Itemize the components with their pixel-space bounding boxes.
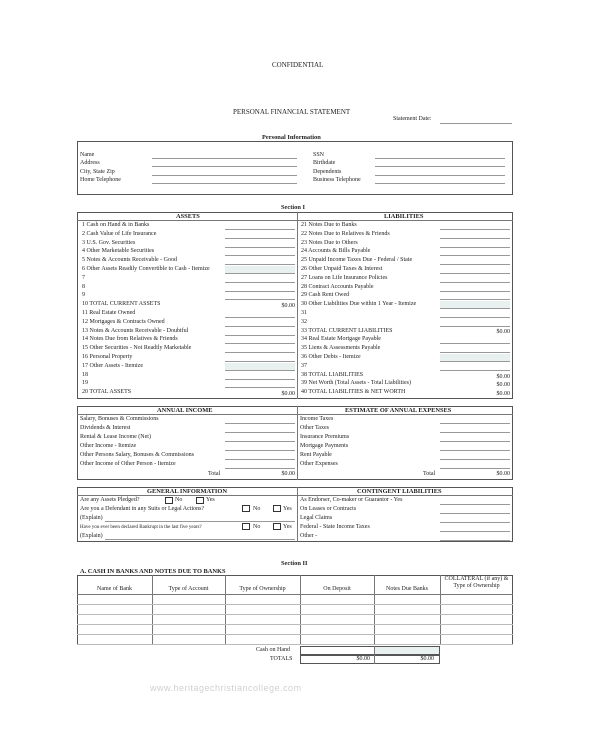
personal-right-field[interactable] [375, 175, 505, 176]
assets-pledged-no-checkbox[interactable] [165, 497, 173, 504]
bank-table-header: Name of Bank [97, 586, 132, 592]
contingent-row-label: As Endorser, Co-maker or Guarantor - Yes [300, 497, 403, 503]
income-amount-field[interactable] [225, 432, 295, 433]
expense-row-label: Other Taxes [300, 425, 329, 431]
net-worth-value: $0.00 [496, 382, 510, 388]
personal-right-field[interactable] [375, 166, 505, 167]
liability-amount-field[interactable] [440, 229, 510, 230]
liability-shaded-field[interactable] [440, 354, 510, 361]
bankrupt-yes-checkbox[interactable] [273, 523, 281, 530]
defendant-yes-label: Yes [283, 506, 292, 512]
liability-row-label: 34 Real Estate Mortgage Payable [301, 336, 381, 343]
bankrupt-question: Have you ever been declared Bankrupt in the last five years? [80, 525, 202, 530]
bank-table-row[interactable] [77, 644, 513, 645]
liability-row-label: 26 Other Unpaid Taxes & Interest [301, 266, 383, 272]
contingent-row-label: Federal - State Income Taxes [300, 524, 370, 530]
income-total-value: $0.00 [281, 471, 295, 477]
personal-right-field[interactable] [375, 158, 505, 159]
asset-row-label: 3 U.S. Gov. Securities [82, 239, 136, 246]
assets-title: ASSETS [176, 213, 200, 220]
section1-title: Section I [281, 204, 305, 211]
defendant-no-label: No [253, 506, 261, 512]
liability-row-label: 35 Liens & Assessments Payable [301, 345, 381, 352]
asset-row-label: 16 Personal Property [82, 354, 133, 360]
liability-amount-field[interactable] [440, 326, 510, 327]
bank-table-header: Type of Ownership [239, 586, 286, 592]
total-current-assets-value: $0.00 [281, 303, 295, 309]
liability-amount-field[interactable] [440, 308, 510, 309]
liability-row-label: 21 Notes Due to Banks [301, 222, 357, 228]
personal-info-title: Personal Information [262, 134, 321, 141]
defendant-explain-field[interactable] [105, 521, 295, 522]
asset-amount-field[interactable] [225, 335, 295, 336]
asset-row-label: 8 [82, 283, 85, 290]
defendant-question: Are you a Defendant in any Suits or Legal Actions? [80, 506, 205, 512]
contingent-row-label: On Leases or Contracts [300, 506, 357, 512]
asset-amount-field[interactable] [225, 291, 295, 292]
liability-amount-field[interactable] [440, 291, 510, 292]
asset-amount-field[interactable] [225, 282, 295, 283]
income-row-label: Other Income of Other Person - Itemize [80, 461, 176, 467]
liability-row-label: 31 [301, 310, 307, 316]
section2-title: Section II [281, 560, 308, 567]
liability-row-label: 30 Other Liabilities Due within 1 Year - Itemize [301, 301, 417, 308]
asset-shaded-field[interactable] [225, 363, 295, 370]
bank-table-header: Type of Account [168, 586, 209, 592]
income-amount-field[interactable] [225, 468, 295, 469]
liability-row-label: 39 Net Worth (Total Assets - Total Liabilities) [301, 380, 411, 387]
asset-shaded-field[interactable] [225, 266, 295, 273]
footer-watermark: www.heritagechristiancollege.com [150, 683, 302, 693]
liability-amount-field[interactable] [440, 343, 510, 344]
liability-amount-field[interactable] [440, 255, 510, 256]
cash-on-hand-label: Cash on Hand [256, 647, 290, 653]
liability-row-label: 29 Cash Rent Owed [301, 292, 350, 299]
liability-row-label: 33 TOTAL CURRENT LIABILITIES [301, 327, 393, 334]
asset-amount-field[interactable] [225, 387, 295, 388]
contingent-amount-field[interactable] [440, 531, 510, 532]
defendant-no-checkbox[interactable] [242, 505, 250, 512]
liability-row-label: 22 Notes Due to Relatives & Friends [301, 230, 390, 237]
general-info-title: GENERAL INFORMATION [147, 488, 227, 495]
bank-table-header: On Deposit [323, 586, 351, 592]
asset-amount-field[interactable] [225, 317, 295, 318]
contingent-amount-field[interactable] [440, 540, 510, 541]
expense-amount-field[interactable] [440, 450, 510, 451]
contingent-amount-field[interactable] [440, 522, 510, 523]
asset-row-label: 5 Notes & Accounts Receivable - Good [82, 257, 177, 264]
bankrupt-explain-field[interactable] [105, 539, 295, 540]
liability-row-label: 25 Unpaid Income Taxes Due - Federal / State [301, 257, 413, 264]
expense-row-label: Income Taxes [300, 416, 334, 422]
bank-table-row[interactable] [77, 604, 513, 605]
personal-left-field[interactable] [152, 175, 297, 176]
contingent-row-label: Legal Claims [300, 515, 333, 521]
expense-amount-field[interactable] [440, 468, 510, 469]
defendant-yes-checkbox[interactable] [273, 505, 281, 512]
expense-row-label: Mortgage Payments [300, 443, 349, 449]
asset-row-label: 11 Real Estate Owned [82, 310, 136, 316]
asset-row-label: 17 Other Assets - Itemize [82, 362, 143, 369]
personal-info-box [77, 141, 513, 195]
income-amount-field[interactable] [225, 423, 295, 424]
asset-amount-field[interactable] [225, 299, 295, 300]
assets-pledged-yes-label: Yes [206, 497, 215, 503]
liability-row-label: 27 Loans on Life Insurance Policies [301, 274, 388, 281]
personal-right-label: Dependents [313, 169, 342, 175]
bank-table-row[interactable] [77, 624, 513, 625]
personal-left-label: Address [80, 160, 100, 166]
total-liabilities-value: $0.00 [496, 374, 510, 380]
asset-row-label: 6 Other Assets Readily Convertible to Cash - Itemize [82, 266, 210, 272]
total-on-deposit-value: $0.00 [356, 656, 370, 662]
asset-amount-field[interactable] [225, 247, 295, 248]
annual-expenses-title: ESTIMATE OF ANNUAL EXPENSES [345, 407, 452, 414]
income-row-label: Other Income - Itemize [80, 443, 137, 449]
liability-amount-field[interactable] [440, 361, 510, 362]
contingent-amount-field[interactable] [440, 513, 510, 514]
liability-row-label: 32 [301, 318, 307, 325]
document-title: PERSONAL FINANCIAL STATEMENT [233, 108, 351, 116]
asset-row-label: 4 Other Marketable Securities [82, 248, 155, 255]
assets-pledged-no-label: No [175, 497, 183, 503]
bank-table-header: COLLATERAL (if any) & Type of Ownership [444, 576, 509, 589]
personal-left-field[interactable] [152, 158, 297, 159]
asset-amount-field[interactable] [225, 326, 295, 327]
asset-row-label: 20 TOTAL ASSETS [82, 389, 132, 396]
total-liabilities-net-worth-value: $0.00 [496, 391, 510, 397]
liability-row-label: 38 TOTAL LIABILITIES [301, 371, 364, 378]
expense-row-label: Other Expenses [300, 461, 338, 467]
asset-row-label: 2 Cash Value of Life Insurance [82, 230, 157, 237]
totals-label: TOTALS [270, 656, 293, 662]
personal-right-label: Birthdate [313, 160, 336, 166]
bank-table-row[interactable] [77, 634, 513, 635]
bankrupt-explain-label: (Explain) [80, 533, 103, 539]
personal-left-field[interactable] [152, 183, 297, 184]
asset-amount-field[interactable] [225, 229, 295, 230]
statement-date-field[interactable] [440, 123, 512, 124]
bankrupt-no-label: No [253, 524, 261, 530]
asset-amount-field[interactable] [225, 255, 295, 256]
asset-row-label: 7 [82, 274, 85, 281]
contingent-amount-field[interactable] [440, 504, 510, 505]
expense-total-label: Total [423, 471, 436, 477]
income-row-label: Rental & Lease Income (Net) [80, 434, 151, 440]
asset-row-label: 18 [82, 371, 88, 378]
asset-amount-field[interactable] [225, 352, 295, 353]
asset-row-label: 15 Other Securities - Not Readily Marketable [82, 345, 192, 352]
asset-amount-field[interactable] [225, 343, 295, 344]
bank-table-header-line [77, 594, 513, 595]
liability-amount-field[interactable] [440, 247, 510, 248]
asset-row-label: 1 Cash on Hand & in Banks [82, 222, 150, 228]
annual-income-title: ANNUAL INCOME [157, 407, 213, 414]
income-row-label: Other Persons Salary, Bonuses & Commissions [80, 452, 194, 458]
asset-amount-field[interactable] [225, 273, 295, 274]
income-row-label: Salary, Bonuses & Commissions [80, 416, 159, 422]
personal-right-label: Business Telephone [313, 177, 361, 183]
asset-amount-field[interactable] [225, 238, 295, 239]
total-current-liabilities-value: $0.00 [496, 329, 510, 335]
asset-row-label: 13 Notes & Accounts Receivable - Doubtful [82, 327, 189, 334]
expense-row-label: Insurance Premiums [300, 434, 350, 440]
liability-shaded-field[interactable] [440, 301, 510, 308]
asset-row-label: 14 Notes Due from Relatives & Friends [82, 336, 178, 343]
defendant-explain-label: (Explain) [80, 515, 103, 521]
expense-amount-field[interactable] [440, 459, 510, 460]
asset-amount-field[interactable] [225, 379, 295, 380]
expense-amount-field[interactable] [440, 441, 510, 442]
personal-left-label: Name [80, 152, 95, 158]
bank-table-header: Notes Due Banks [386, 586, 428, 592]
liability-amount-field[interactable] [440, 370, 510, 371]
income-amount-field[interactable] [225, 441, 295, 442]
personal-right-field[interactable] [375, 183, 505, 184]
personal-right-label: SSN [313, 152, 325, 158]
liability-amount-field[interactable] [440, 317, 510, 318]
statement-date-label: Statement Date: [393, 116, 432, 122]
liability-amount-field[interactable] [440, 282, 510, 283]
bankrupt-no-checkbox[interactable] [242, 523, 250, 530]
assets-pledged-yes-checkbox[interactable] [196, 497, 204, 504]
expense-row-label: Rent Payable [300, 452, 332, 458]
liability-row-label: 23 Notes Due to Others [301, 239, 358, 246]
expense-amount-field[interactable] [440, 423, 510, 424]
liability-amount-field[interactable] [440, 238, 510, 239]
personal-left-field[interactable] [152, 166, 297, 167]
personal-left-label: City, State Zip [80, 169, 115, 175]
liability-row-label: 37 [301, 362, 307, 369]
liabilities-title: LIABILITIES [384, 213, 424, 220]
asset-row-label: 9 [82, 292, 85, 299]
liability-amount-field[interactable] [440, 273, 510, 274]
expense-total-value: $0.00 [496, 471, 510, 477]
income-row-label: Dividends & Interest [80, 425, 131, 431]
liability-row-label: 40 TOTAL LIABILITIES & NET WORTH [301, 389, 406, 396]
contingent-row-label: Other - [300, 533, 318, 539]
liability-row-label: 36 Other Debts - Itemize [301, 354, 361, 360]
contingent-liabilities-title: CONTINGENT LIABILITIES [357, 488, 442, 495]
liability-row-label: 24 Accounts & Bills Payable [301, 248, 371, 255]
section2-subtitle: A. CASH IN BANKS AND NOTES DUE TO BANKS [80, 568, 226, 575]
confidential-label: CONFIDENTIAL [272, 61, 324, 69]
assets-pledged-question: Are any Assets Pledged? [80, 497, 140, 503]
income-amount-field[interactable] [225, 450, 295, 451]
liability-row-label: 28 Contract Accounts Payable [301, 283, 374, 290]
liability-amount-field[interactable] [440, 264, 510, 265]
asset-row-label: 19 [82, 380, 88, 387]
income-total-label: Total [208, 471, 221, 477]
bank-table-row[interactable] [77, 614, 513, 615]
personal-left-label: Home Telephone [80, 177, 121, 183]
total-assets-value: $0.00 [281, 391, 295, 397]
expense-amount-field[interactable] [440, 432, 510, 433]
asset-amount-field[interactable] [225, 370, 295, 371]
asset-row-label: 12 Mortgages & Contracts Owned [82, 318, 165, 325]
bankrupt-yes-label: Yes [283, 524, 292, 530]
income-amount-field[interactable] [225, 459, 295, 460]
total-notes-due-value: $0.00 [420, 656, 434, 662]
asset-row-label: 10 TOTAL CURRENT ASSETS [82, 301, 161, 308]
assets-liabilities-divider [297, 212, 298, 399]
